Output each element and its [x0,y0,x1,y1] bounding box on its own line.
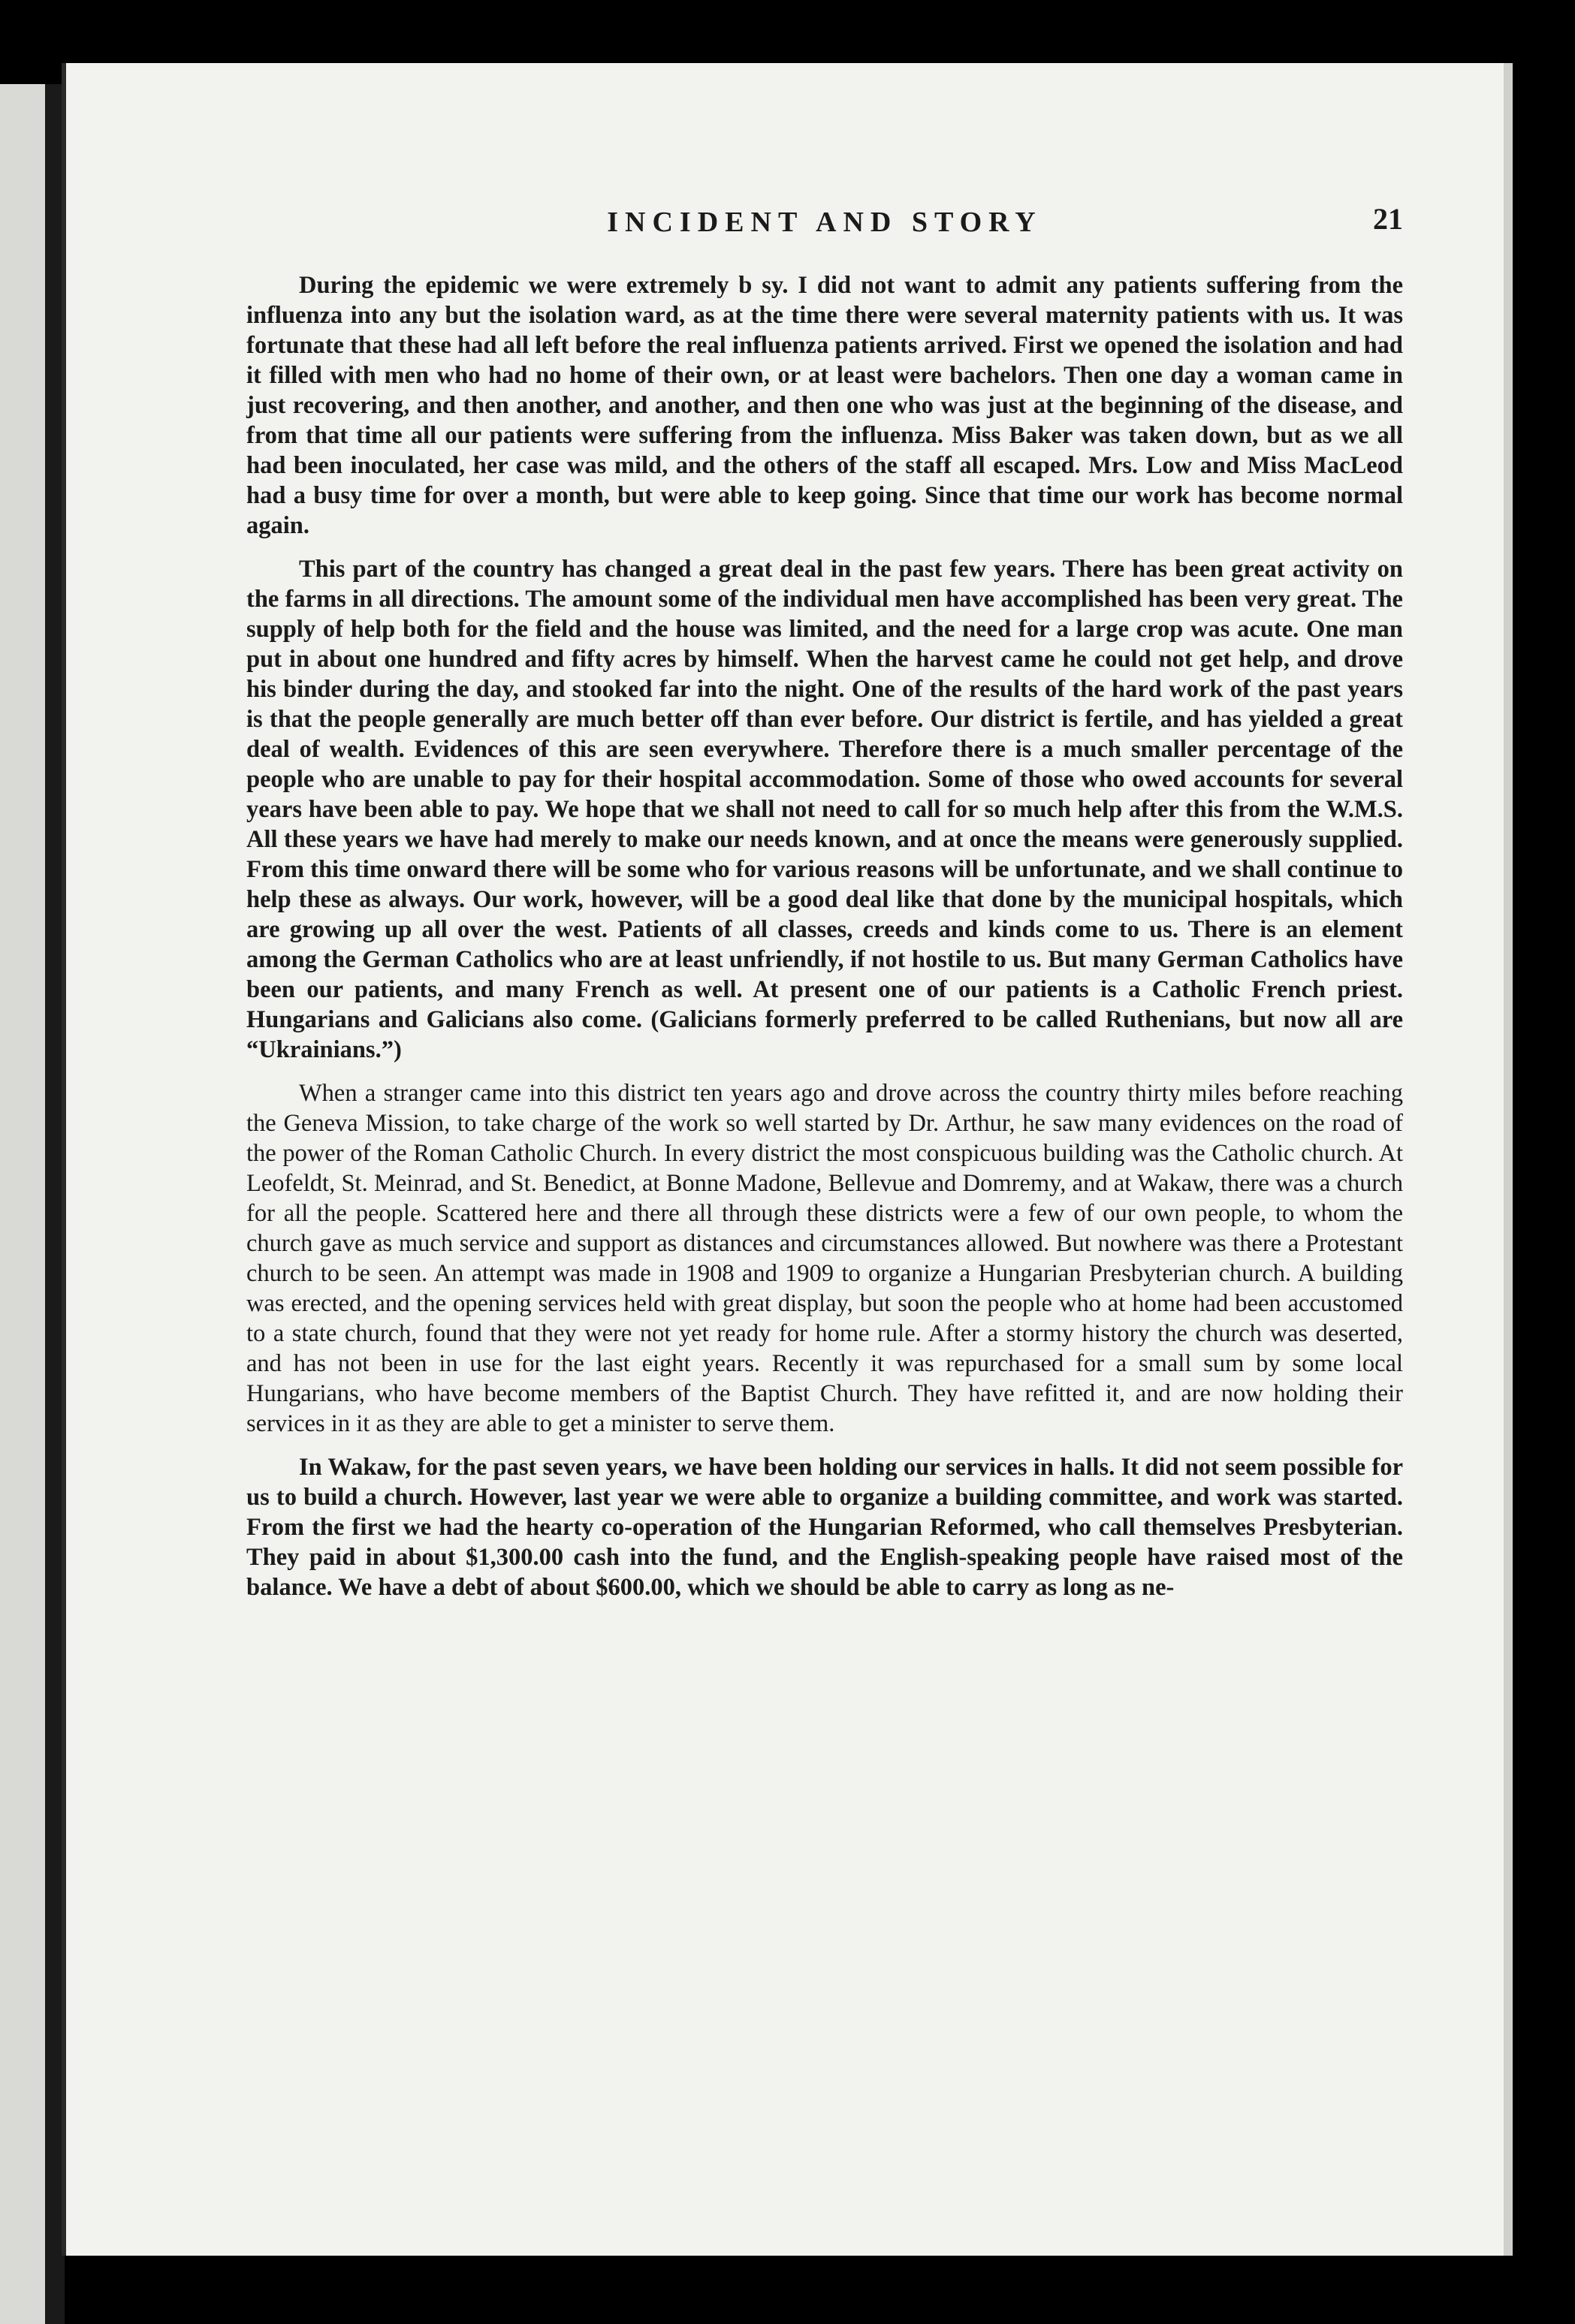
paragraph-country-changes: This part of the country has changed a great deal in the past few years. There has been great activity on the farms in all directions. The amount some of the individual men have accomplished has been very great. The supply of help both for the field and the house was limited, and the need for a large crop was acute. One man put in about one hundred and fifty acres by himself. When the harvest came he could not get help, and drove his binder during the day, and stooked far into the night. One of the results of the hard work of the past years is that the people generally are much better off than ever before. Our district is fertile, and has yielded a great deal of wealth. Evidences of this are seen everywhere. Therefore there is a much smaller percentage of the people who are unable to pay for their hospital accommodation. Some of those who owed accounts for several years have been able to pay. We hope that we shall not need to call for so much help after this from the W.M.S. All these years we have had merely to make our needs known, and at once the means were generously supplied. From this time onward there will be some who for various reasons will be unfortunate, and we shall continue to help these as always. Our work, however, will be a good deal like that done by the municipal hospitals, which are growing up all over the west. Patients of all classes, creeds and kinds come to us. There is an element among the German Catholics who are at least unfriendly, if not hostile to us. But many German Catholics have been our patients, and many French as well. At present one of our patients is a Catholic French priest. Hungarians and Galicians also come. (Galicians formerly preferred to be called Ruthenians, but now all are “Ukrainians.”) [246,556,1403,1063]
running-title: INCIDENT AND STORY [607,206,1042,238]
page-number: 21 [1373,202,1403,236]
paragraph-stranger-district: When a stranger came into this district ten years ago and drove across the country thirty miles before reaching the Geneva Mission, to take charge of the work so well started by Dr. Arthur, he saw many evidences on the road of the power of the Roman Catholic Church. In every district the most conspicuous building was the Catholic church. At Leofeldt, St. Meinrad, and St. Benedict, at Bonne Madone, Bellevue and Domremy, and at Wakaw, there was a church for all the people. Scattered here and there all through these districts were a few of our own people, to whom the church gave as much service and support as distances and circumstances allowed. But nowhere was there a Protestant church to be seen. An attempt was made in 1908 and 1909 to organize a Hungarian Presbyterian church. A building was erected, and the opening services held with great display, but soon the people who at home had been accustomed to a state church, found that they were not yet ready for home rule. After a stormy history the church was deserted, and has not been in use for the last eight years. Recently it was repurchased for a small sum by some local Hungarians, who have become members of the Baptist Church. They have refitted it, and are now holding their services in it as they are able to get a minister to serve them. [246,1080,1403,1437]
book-page [62,63,1513,2256]
page-content [246,202,1403,1616]
paragraph-epidemic: During the epidemic we were extremely b sy. I did not want to admit any patients suffering from the influenza into any but the isolation ward, as at the time there were several maternity patients with us. It was fortunate that these had all left before the real influenza patients arrived. First we opened the isolation and had it filled with men who had no home of their own, or at least were bachelors. Then one day a woman came in just recovering, and then another, and another, and then one who was just at the beginning of the disease, and from that time all our patients were suffering from the influenza. Miss Baker was taken down, but as we all had been inoculated, her case was mild, and the others of the staff all escaped. Mrs. Low and Miss MacLeod had a busy time for over a month, but were able to keep going. Since that time our work has become normal again. [246,272,1403,539]
paragraph-wakaw-church: In Wakaw, for the past seven years, we have been holding our services in halls. It did not seem possible for us to build a church. However, last year we were able to organize a building committee, and work was started. From the first we had the hearty co-operation of the Hungarian Reformed, who call themselves Presbyterian. They paid in about $1,300.00 cash into the fund, and the English-speaking people have raised most of the balance. We have a debt of about $600.00, which we should be able to carry as long as ne- [246,1454,1403,1601]
previous-page-edge [0,84,45,2324]
running-header [246,202,1403,251]
page-edge-shadow [1504,63,1513,2256]
